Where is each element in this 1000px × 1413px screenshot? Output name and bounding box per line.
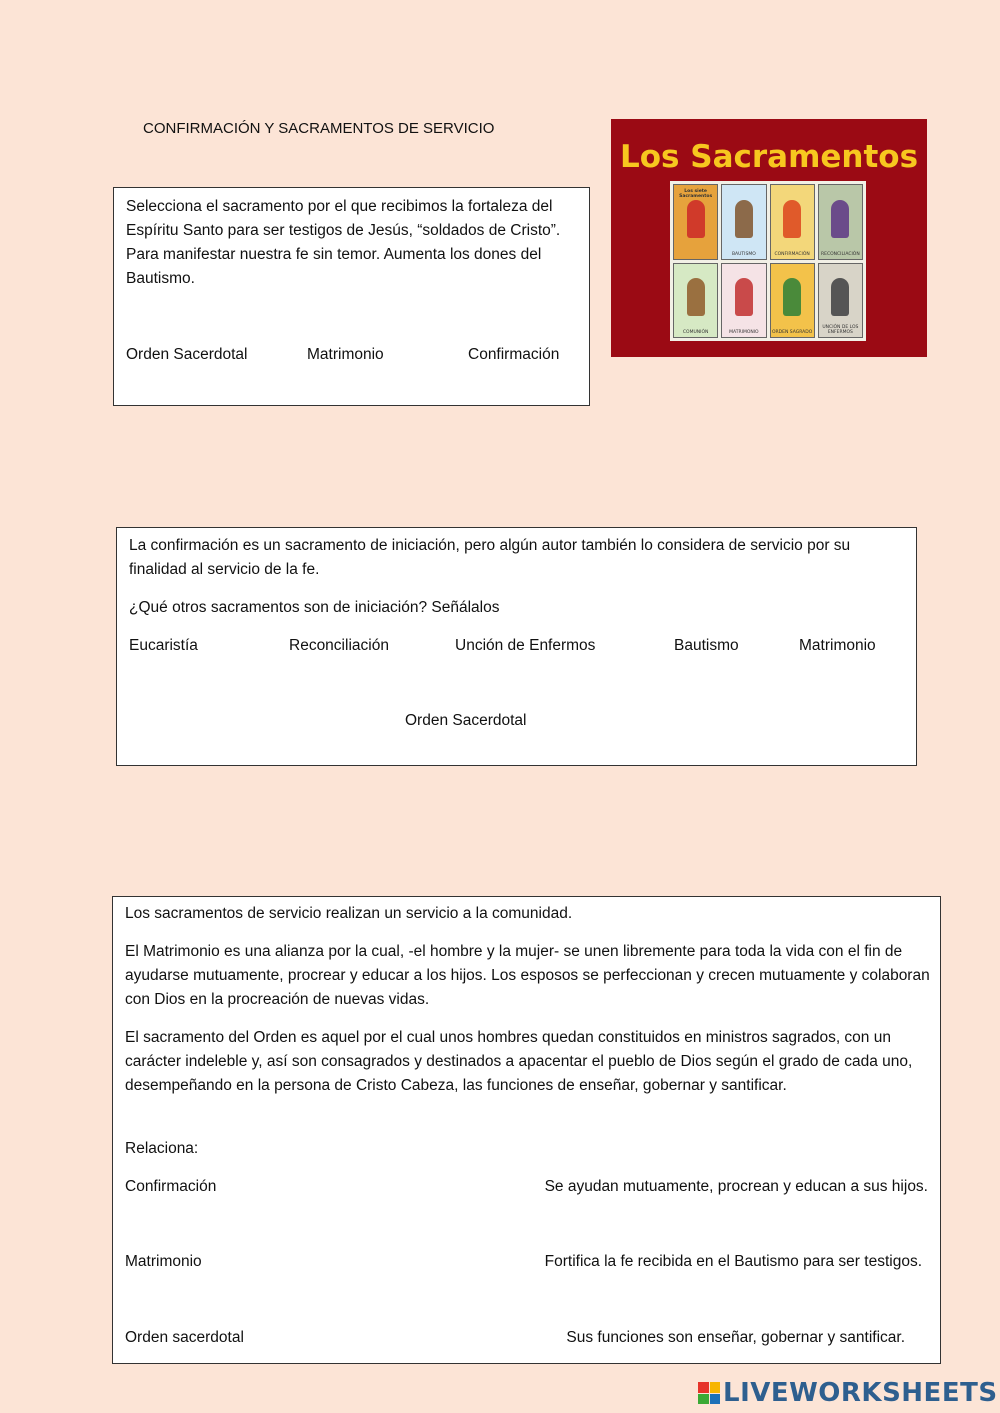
box2-intro: La confirmación es un sacramento de iniciación, pero algún autor también lo considera de servicio por su finalidad al servicio de la fe.	[129, 537, 851, 578]
image-caption: MATRIMONIO	[729, 330, 759, 335]
question-box-2	[116, 527, 917, 766]
figure-icon	[687, 200, 705, 238]
option-uncion-enfermos[interactable]: Unción de Enfermos	[455, 637, 596, 654]
image-cell-orden	[770, 263, 815, 339]
figure-icon	[735, 200, 753, 238]
liveworksheets-logo	[698, 1379, 998, 1407]
relate-label: Relaciona:	[125, 1140, 199, 1157]
image-caption: BAUTISMO	[731, 251, 756, 257]
option-bautismo[interactable]: Bautismo	[674, 637, 739, 654]
question-box-1	[113, 187, 590, 406]
relate-left-confirmacion[interactable]: Confirmación	[125, 1178, 217, 1195]
logo-text: LIVEWORKSHEETS	[723, 1378, 998, 1408]
box3-paragraph-1: Los sacramentos de servicio realizan un servicio a la comunidad.	[125, 905, 573, 922]
relate-right-3[interactable]: Sus funciones son enseñar, gobernar y santificar.	[566, 1329, 905, 1346]
box2-question: ¿Qué otros sacramentos son de iniciación? Señálalos	[129, 599, 500, 616]
figure-icon	[735, 278, 753, 316]
box3-paragraph-2: El Matrimonio es una alianza por la cual, -el hombre y la mujer- se unen libremente para toda la vida con el fin de ayudarse mutuamente, procrear y educar a los hijos. Los esposos se perfeccionan y crecen mutuamente y colaboran con Dios en la procreación de nuevas vidas.	[125, 943, 930, 1008]
image-caption: Los siete Sacramentos	[679, 189, 713, 199]
image-cell-uncion	[818, 263, 863, 339]
image-cell-reconciliacion	[818, 184, 863, 260]
option-orden-sacerdotal-2[interactable]: Orden Sacerdotal	[405, 712, 527, 729]
page-title: CONFIRMACIÓN Y SACRAMENTOS DE SERVICIO	[143, 120, 495, 137]
option-eucaristia[interactable]: Eucaristía	[129, 637, 198, 654]
sacramentos-image	[611, 119, 927, 357]
box3-paragraph-3: El sacramento del Orden es aquel por el cual unos hombres quedan constituidos en ministros sagrados, con un carácter indeleble y, así son consagrados y destinados a apacentar el pueblo de Dios según el grado de cada uno, desempeñando en la persona de Cristo Cabeza, las funciones de enseñar, gobernar y santificar.	[125, 1029, 913, 1094]
image-caption: CONFIRMACIÓN	[774, 251, 810, 257]
option-confirmacion[interactable]: Confirmación	[468, 346, 560, 363]
image-caption: COMUNIÓN	[682, 330, 709, 335]
figure-icon	[687, 278, 705, 316]
sacramentos-grid	[670, 181, 866, 341]
image-caption: UNCIÓN DE LOS ENFERMOS	[822, 325, 859, 335]
option-matrimonio[interactable]: Matrimonio	[307, 346, 384, 363]
image-caption: ORDEN SAGRADO	[772, 330, 813, 335]
figure-icon	[831, 278, 849, 316]
figure-icon	[783, 278, 801, 316]
relate-right-1[interactable]: Se ayudan mutuamente, procrean y educan a sus hijos.	[544, 1178, 928, 1195]
option-orden-sacerdotal[interactable]: Orden Sacerdotal	[126, 346, 248, 363]
relate-box	[112, 896, 941, 1364]
image-cell-matrimonio	[721, 263, 766, 339]
image-title: Los Sacramentos	[619, 139, 919, 175]
figure-icon	[831, 200, 849, 238]
image-cell-siete	[673, 184, 718, 260]
logo-mark-icon	[698, 1382, 720, 1404]
relate-left-matrimonio[interactable]: Matrimonio	[125, 1253, 202, 1270]
relate-right-2[interactable]: Fortifica la fe recibida en el Bautismo para ser testigos.	[544, 1253, 922, 1270]
figure-icon	[783, 200, 801, 238]
image-caption: RECONCILIACIÓN	[821, 251, 860, 257]
image-cell-bautismo	[721, 184, 766, 260]
option-matrimonio-2[interactable]: Matrimonio	[799, 637, 876, 654]
relate-left-orden[interactable]: Orden sacerdotal	[125, 1329, 244, 1346]
image-cell-confirmacion	[770, 184, 815, 260]
question-1-text: Selecciona el sacramento por el que recibimos la fortaleza del Espíritu Santo para ser testigos de Jesús, “soldados de Cristo”. Para manifestar nuestra fe sin temor. Aumenta los dones del Bautismo.	[126, 198, 561, 287]
option-reconciliacion[interactable]: Reconciliación	[289, 637, 389, 654]
image-cell-comunion	[673, 263, 718, 339]
